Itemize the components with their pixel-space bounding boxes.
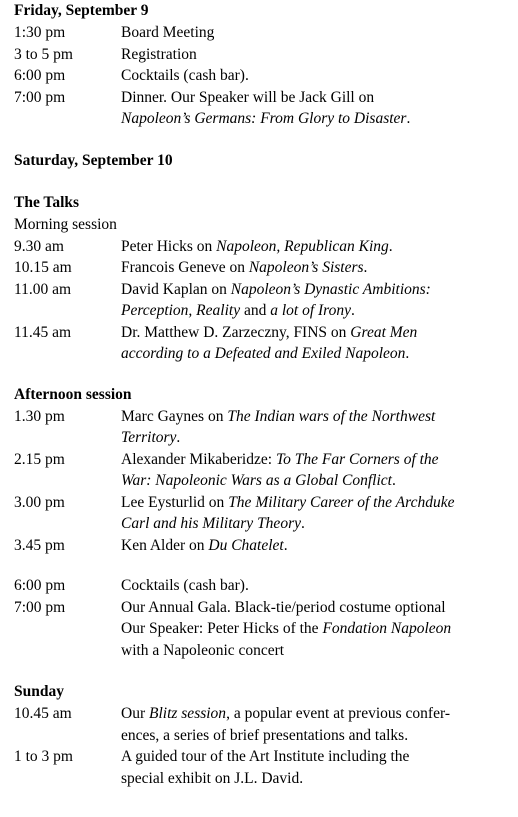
saturday-heading: Saturday, September 10 <box>14 151 173 169</box>
event-time: 10.15 am <box>14 259 72 276</box>
event-description <box>121 406 514 449</box>
event-time: 1.30 pm <box>14 407 65 425</box>
sunday-heading: Sunday <box>14 683 64 700</box>
afternoon-schedule-row <box>14 449 514 492</box>
description-line <box>121 746 514 768</box>
morning-schedule <box>14 236 514 365</box>
event-time: 10.45 am <box>14 705 72 722</box>
title-text: Du Chatelet <box>208 536 284 554</box>
description-line <box>121 575 514 597</box>
description-line <box>121 279 514 301</box>
plain-text: Our <box>121 705 149 722</box>
event-description <box>121 597 514 662</box>
plain-text: Board Meeting <box>121 24 215 41</box>
description-line <box>121 492 514 514</box>
event-time: 9.30 am <box>14 237 64 255</box>
description-line <box>121 236 514 258</box>
title-text: Great Men <box>350 323 418 341</box>
description-line <box>121 470 514 492</box>
description-line <box>121 640 514 662</box>
plain-text: Our Speaker: Peter Hicks of the <box>121 620 323 637</box>
friday-heading: Friday, September 9 <box>14 2 149 19</box>
event-description <box>121 236 514 258</box>
plain-text: Cocktails (cash bar). <box>121 67 249 84</box>
event-time: 6:00 pm <box>14 577 66 594</box>
plain-text: . <box>406 110 411 127</box>
afternoon-schedule-row <box>14 406 514 449</box>
event-time: 6:00 pm <box>14 67 66 84</box>
description-line <box>121 768 514 790</box>
event-description <box>121 575 514 597</box>
friday-schedule-row <box>14 22 514 44</box>
event-time: 7:00 pm <box>14 598 66 616</box>
morning-session-label: Morning session <box>14 215 117 233</box>
sunday-schedule-row <box>14 703 514 746</box>
description-line <box>121 597 514 619</box>
plain-text: . <box>300 515 305 532</box>
title-text: To The Far Corners of the <box>275 450 439 468</box>
plain-text: Lee Eysturlid on <box>121 493 229 511</box>
title-text: Napoleon’s Sisters <box>248 259 364 276</box>
description-line <box>121 725 514 747</box>
title-text: Napoleon’s Germans: From Glory to Disaster <box>121 110 407 127</box>
plain-text: Marc Gaynes on <box>121 407 228 425</box>
friday-schedule-row <box>14 87 514 130</box>
plain-text: Cocktails (cash bar). <box>121 577 249 594</box>
plain-text: . <box>176 429 181 446</box>
plain-text: . <box>388 237 393 255</box>
description-line <box>121 618 514 640</box>
event-description <box>121 22 514 44</box>
evening-schedule-row <box>14 575 514 597</box>
title-text: according to a Defeated and Exiled Napoleon <box>121 345 406 362</box>
title-text: Fondation Napoleon <box>322 620 452 637</box>
description-line <box>121 703 514 725</box>
afternoon-schedule <box>14 406 514 557</box>
description-line <box>121 406 514 428</box>
description-line <box>121 87 514 109</box>
plain-text: . <box>391 472 396 489</box>
title-text: Napoleon, Republican King <box>216 237 389 255</box>
description-line <box>121 535 514 557</box>
plain-text: . <box>363 259 368 276</box>
description-line <box>121 513 514 535</box>
title-text: The Military Career of the Archduke <box>228 493 455 511</box>
event-time: 3 to 5 pm <box>14 45 73 63</box>
description-line <box>121 322 514 344</box>
plain-text: . <box>351 302 355 319</box>
plain-text: , a popular event at previous confer- <box>226 705 450 722</box>
sunday-schedule-row <box>14 746 514 789</box>
plain-text: . <box>283 536 288 554</box>
friday-schedule-row <box>14 44 514 66</box>
title-text: Perception, Reality <box>121 302 241 319</box>
morning-schedule-row <box>14 257 514 279</box>
title-text: Carl and his Military Theory <box>121 515 301 532</box>
plain-text: Francois Geneve on <box>121 259 249 276</box>
description-line <box>121 65 514 87</box>
title-text: Blitz session <box>148 705 227 722</box>
schedule-document <box>14 0 514 789</box>
event-time: 1:30 pm <box>14 24 66 41</box>
event-time: 11.45 am <box>14 323 72 341</box>
afternoon-schedule-row <box>14 535 514 557</box>
plain-text: ences, a series of brief presentations and talks. <box>121 726 409 744</box>
description-line <box>121 427 514 449</box>
title-text: Territory <box>121 429 177 446</box>
description-line <box>121 449 514 471</box>
title-text: War: Napoleonic Wars as a Global Conflict <box>121 472 392 489</box>
event-description <box>121 449 514 492</box>
talks-heading: The Talks <box>14 193 80 211</box>
event-description <box>121 535 514 557</box>
title-text: The Indian wars of the Northwest <box>227 407 436 425</box>
event-description <box>121 65 514 87</box>
afternoon-schedule-row <box>14 492 514 535</box>
description-line <box>121 22 514 44</box>
morning-schedule-row <box>14 279 514 322</box>
event-time: 3.45 pm <box>14 536 65 554</box>
plain-text: A guided tour of the Art Institute including the <box>121 748 410 765</box>
plain-text: Our Annual Gala. Black-tie/period costume optional <box>121 598 446 616</box>
plain-text: and <box>240 302 271 319</box>
event-description <box>121 746 514 789</box>
plain-text: with a Napoleonic concert <box>121 641 285 659</box>
event-description <box>121 322 514 365</box>
event-description <box>121 257 514 279</box>
title-text: a lot of Irony <box>270 302 352 319</box>
morning-schedule-row <box>14 322 514 365</box>
event-description <box>121 703 514 746</box>
title-text: Napoleon’s Dynastic Ambitions: <box>230 280 431 298</box>
plain-text: Ken Alder on <box>121 536 209 554</box>
plain-text: Registration <box>121 45 197 63</box>
description-line <box>121 257 514 279</box>
event-time: 1 to 3 pm <box>14 748 73 765</box>
event-time: 3.00 pm <box>14 493 65 511</box>
evening-schedule-row <box>14 597 514 662</box>
description-line <box>121 343 514 365</box>
description-line <box>121 44 514 66</box>
plain-text: Dr. Matthew D. Zarzeczny, FINS on <box>121 323 351 341</box>
evening-schedule <box>14 575 514 661</box>
event-time: 2.15 pm <box>14 450 65 468</box>
plain-text: . <box>405 345 410 362</box>
plain-text: Alexander Mikaberidze: <box>121 450 276 468</box>
plain-text: Peter Hicks on <box>121 237 217 255</box>
sunday-schedule <box>14 703 514 789</box>
morning-schedule-row <box>14 236 514 258</box>
description-line <box>121 108 514 130</box>
plain-text: Dinner. Our Speaker will be Jack Gill on <box>121 88 375 106</box>
plain-text: special exhibit on J.L. David. <box>121 769 304 787</box>
event-time: 11.00 am <box>14 280 72 298</box>
afternoon-session-heading: Afternoon session <box>14 385 132 403</box>
friday-schedule-row <box>14 65 514 87</box>
event-description <box>121 279 514 322</box>
event-description <box>121 44 514 66</box>
description-line <box>121 300 514 322</box>
plain-text: David Kaplan on <box>121 280 231 298</box>
friday-schedule <box>14 22 514 130</box>
event-time: 7:00 pm <box>14 88 66 106</box>
event-description <box>121 492 514 535</box>
event-description <box>121 87 514 130</box>
